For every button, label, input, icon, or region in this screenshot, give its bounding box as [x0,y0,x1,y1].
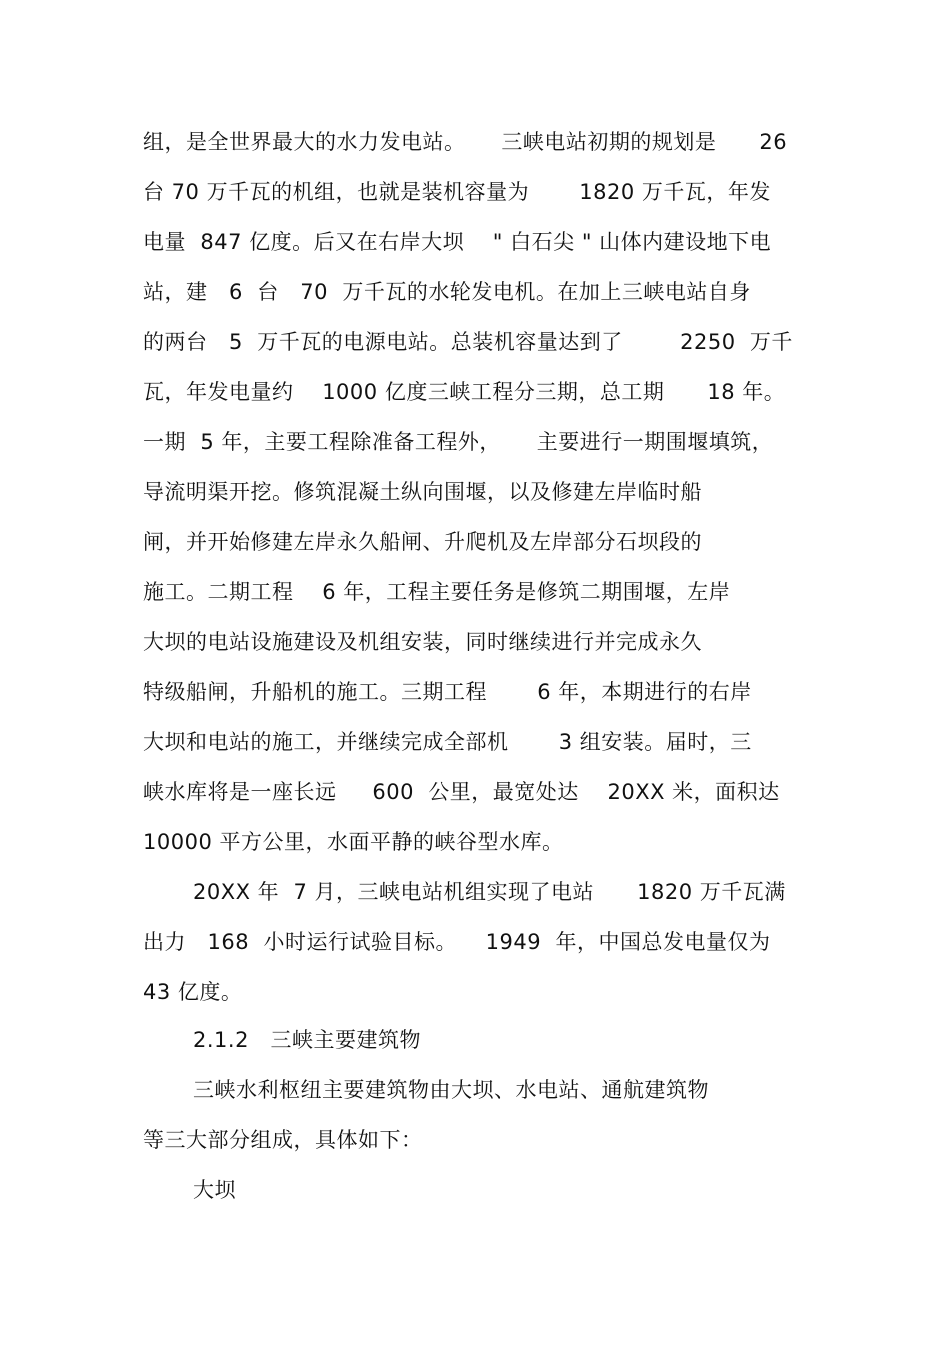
text-line-21: 等三大部分组成，具体如下： [143,1128,423,1152]
text-line-8: 导流明渠开挖。修筑混凝土纵向围堰，以及修建左岸临时船 [143,480,702,504]
text-line-14: 峡水库将是一座长远 600 公里，最宽处达 20XX 米，面积达 [143,780,780,804]
text-line-5: 的两台 5 万千瓦的电源电站。总装机容量达到了 2250 万千 [143,330,793,354]
text-line-22: 大坝 [193,1178,236,1202]
text-line-7: 一期 5 年，主要工程除准备工程外， 主要进行一期围堰填筑， [143,430,774,454]
text-line-17: 出力 168 小时运行试验目标。 1949 年，中国总发电量仅为 [143,930,771,954]
text-line-12: 特级船闸，升船机的施工。三期工程 6 年，本期进行的右岸 [143,680,752,704]
text-line-3: 电量 847 亿度。后又在右岸大坝 " 白石尖 " 山体内建设地下电 [143,230,772,254]
text-line-2: 台 70 万千瓦的机组，也就是装机容量为 1820 万千瓦，年发 [143,180,771,204]
text-line-13: 大坝和电站的施工，并继续完成全部机 3 组安装。届时，三 [143,730,752,754]
text-line-4: 站，建 6 台 70 万千瓦的水轮发电机。在加上三峡电站自身 [143,280,751,304]
section-heading: 2.1.2 三峡主要建筑物 [193,1028,421,1052]
text-line-9: 闸，并开始修建左岸永久船闸、升爬机及左岸部分石坝段的 [143,530,702,554]
text-line-20: 三峡水利枢纽主要建筑物由大坝、水电站、通航建筑物 [193,1078,709,1102]
text-line-11: 大坝的电站设施建设及机组安装，同时继续进行并完成永久 [143,630,702,654]
text-line-15: 10000 平方公里，水面平静的峡谷型水库。 [143,830,564,854]
text-line-1: 组，是全世界最大的水力发电站。 三峡电站初期的规划是 26 [143,130,788,154]
text-line-16: 20XX 年 7 月，三峡电站机组实现了电站 1820 万千瓦满 [193,880,786,904]
text-line-6: 瓦，年发电量约 1000 亿度三峡工程分三期，总工期 18 年。 [143,380,786,404]
text-line-18: 43 亿度。 [143,980,243,1004]
text-line-10: 施工。二期工程 6 年，工程主要任务是修筑二期围堰，左岸 [143,580,731,604]
